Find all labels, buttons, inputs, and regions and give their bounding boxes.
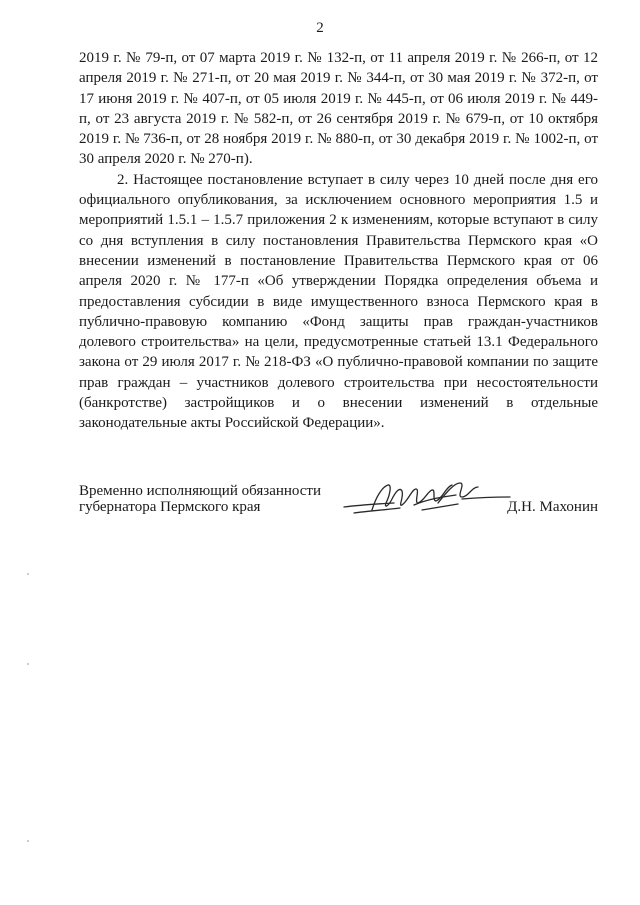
- scan-speck: [27, 663, 29, 665]
- document-body: [79, 48, 598, 434]
- signature-block: [79, 483, 598, 533]
- scan-speck: [27, 573, 29, 575]
- page-number: 2: [316, 20, 324, 36]
- signatory-title: [79, 483, 321, 515]
- paragraph-2: 2. Настоящее постановление вступает в силу через 10 дней после дня его официального опубликования, за исключением основного мероприятия 1.5 и мероприятий 1.5.1 – 1.5.7 приложения 2 к изменениям, которые вступают в силу со дня вступления в силу постановления Правительства Пермского края «О внесении изменений в постановление Правительства Пермского края от 06 апреля 2020 г. № 177-п «Об утверждении Порядка определения объема и предоставления субсидии в виде имущественного взноса Пермского края в публично-правовую компанию «Фонд защиты прав граждан-участников долевого строительства» на цели, предусмотренные статьей 13.1 Федерального закона от 29 июля 2017 г. № 218-ФЗ «О публично-правовой компании по защите прав граждан – участников долевого строительства при несостоятельности (банкротстве) застройщиков и о внесении изменений в отдельные законодательные акты Российской Федерации».: [79, 171, 598, 432]
- paragraph-continued: 2019 г. № 79-п, от 07 марта 2019 г. № 132-п, от 11 апреля 2019 г. № 266-п, от 12 апреля 2019 г. № 271-п, от 20 мая 2019 г. № 344-п, от 30 мая 2019 г. № 372-п, от 17 июня 2019 г. № 407-п, от 05 июля 2019 г. № 445-п, от 06 июля 2019 г. № 449-п, от 23 августа 2019 г. № 582-п, от 26 сентября 2019 г. № 679-п, от 10 октября 2019 г. № 736-п, от 28 ноября 2019 г. № 880-п, от 30 декабря 2019 г. № 1002-п, от 30 апреля 2020 г. № 270-п).: [79, 50, 598, 168]
- signatory-title-line-2: губернатора Пермского края: [79, 499, 261, 515]
- signatory-title-line-1: Временно исполняющий обязанности: [79, 483, 322, 499]
- handwritten-signature: [342, 477, 512, 521]
- scan-speck: [27, 840, 29, 842]
- signatory-name: Д.Н. Махонин: [507, 499, 598, 515]
